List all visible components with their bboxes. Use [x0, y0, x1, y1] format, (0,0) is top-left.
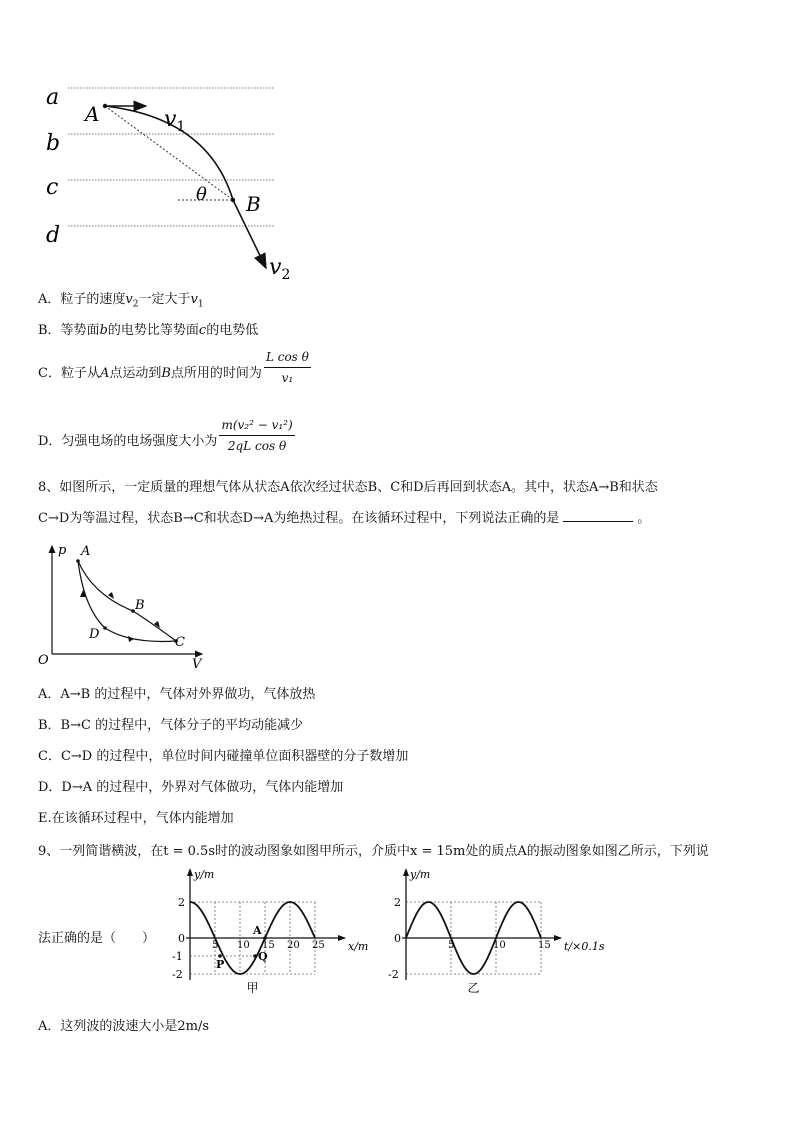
- x-axis-arrow: [554, 935, 562, 941]
- arrow-c-d: [128, 636, 134, 642]
- x-tick-label: 20: [287, 940, 300, 951]
- point-a-label: A: [85, 102, 100, 126]
- plane-d-label: d: [46, 223, 61, 248]
- y-tick-label: 0: [178, 932, 185, 945]
- origin-label: O: [38, 653, 49, 668]
- state-c-label: C: [175, 635, 185, 650]
- equipotential-figure: [38, 78, 308, 284]
- point-b-dot: [231, 198, 235, 202]
- y-axis-arrow: [403, 868, 409, 876]
- y-tick-label: 0: [394, 932, 401, 945]
- q8-option-b: B．B→C 的过程中，气体分子的平均动能减少: [38, 718, 304, 733]
- curve-b-c: [133, 611, 176, 641]
- q8-option-e: E.在该循环过程中，气体内能增加: [38, 811, 234, 826]
- pv-diagram: [38, 540, 218, 675]
- x-tick-label: 15: [262, 940, 275, 951]
- v2-label: $v_2$: [269, 255, 291, 283]
- point-p-label: P: [216, 958, 225, 971]
- field-fraction: $\frac{\text{m(v₂² − v₁²)}}{\text{2qL cos θ}}$: [221, 418, 293, 453]
- y-axis-label: y/m: [410, 868, 431, 881]
- y-tick-label: -1: [172, 950, 183, 963]
- x-axis-label: t/×0.1s: [564, 940, 605, 953]
- q7-option-c: C．粒子从A点运动到B点所用的时间为 $\frac{\text{L cos θ}}{\text{v₁}}$: [38, 350, 309, 385]
- q7-option-a: A．粒子的速度$v_2$一定大于$v_1$: [38, 292, 204, 310]
- point-a-dot: [103, 104, 107, 108]
- plane-a-label: a: [46, 85, 60, 110]
- y-tick-label: 2: [394, 896, 401, 909]
- point-q-label: Q: [258, 950, 268, 963]
- y-axis-arrow: [187, 868, 193, 876]
- q8-option-d: D．D→A 的过程中，外界对气体做功，气体内能增加: [38, 780, 344, 795]
- x-tick-label: 15: [538, 940, 551, 951]
- state-d-label: D: [89, 627, 100, 642]
- state-a-label: A: [81, 544, 91, 559]
- x-tick-label: 5: [448, 940, 455, 951]
- q8-option-c: C．C→D 的过程中，单位时间内碰撞单位面积器壁的分子数增加: [38, 749, 409, 764]
- q7-option-b: B．等势面b的电势比等势面c的电势低: [38, 323, 259, 338]
- chart-title: 乙: [467, 981, 480, 995]
- answer-blank: [563, 509, 633, 522]
- state-a-dot: [76, 559, 80, 563]
- y-tick-label: 2: [178, 896, 185, 909]
- point-b-label: B: [246, 192, 261, 216]
- curve-a-b: [78, 561, 133, 611]
- plane-c-label: c: [46, 175, 59, 200]
- wave-graph-jia: [160, 866, 375, 1001]
- y-axis-label: y/m: [194, 868, 215, 881]
- q7-option-d: D．匀强电场的电场强度大小为 $\frac{\text{m(v₂² − v₁²)}}{\text{2qL cos θ}}$: [38, 418, 293, 453]
- x-tick-label: 10: [237, 940, 250, 951]
- x-axis-arrow: [338, 935, 346, 941]
- state-b-label: B: [135, 598, 145, 613]
- state-d-dot: [103, 626, 107, 630]
- y-tick-label: -2: [172, 968, 183, 981]
- q9-stem-line1: 9、一列简谐横波，在t = 0.5s时的波动图象如图甲所示，介质中x = 15m处的质点A的振动图象如图乙所示，下列说: [38, 844, 709, 859]
- q9-option-a: A．这列波的波速大小是2m/s: [38, 1019, 210, 1034]
- point-a-dot: [263, 936, 267, 940]
- theta-label: θ: [196, 184, 207, 205]
- vibration-graph-yi: [380, 866, 620, 1001]
- x-tick-label: 25: [312, 940, 325, 951]
- v1-label: $v_1$: [164, 107, 186, 135]
- x-axis-label: x/m: [348, 940, 369, 953]
- p-axis-label: p: [58, 543, 67, 558]
- q8-stem-line1: 8、如图所示，一定质量的理想气体从状态A依次经过状态B、C和D后再回到状态A。其中，状态A→B和状态: [38, 480, 658, 495]
- time-fraction: $\frac{\text{L cos θ}}{\text{v₁}}$: [265, 350, 309, 385]
- plane-b-label: b: [46, 131, 61, 156]
- v-axis-label: V: [192, 657, 202, 672]
- point-q-dot: [253, 954, 257, 958]
- y-tick-label: -2: [388, 968, 399, 981]
- q8-option-a: A．A→B 的过程中，气体对外界做功，气体放热: [38, 687, 316, 702]
- x-tick-label: 5: [212, 940, 219, 951]
- point-a-label: A: [253, 924, 262, 937]
- curve-c-d: [105, 628, 176, 641]
- q9-stem-line2: 法正确的是（ ）: [38, 931, 156, 946]
- q8-stem-line2: C→D为等温过程，状态B→C和状态D→A为绝热过程。在该循环过程中，下列说法正确的是 。: [38, 511, 651, 526]
- x-tick-label: 10: [493, 940, 506, 951]
- chart-title: 甲: [246, 981, 259, 995]
